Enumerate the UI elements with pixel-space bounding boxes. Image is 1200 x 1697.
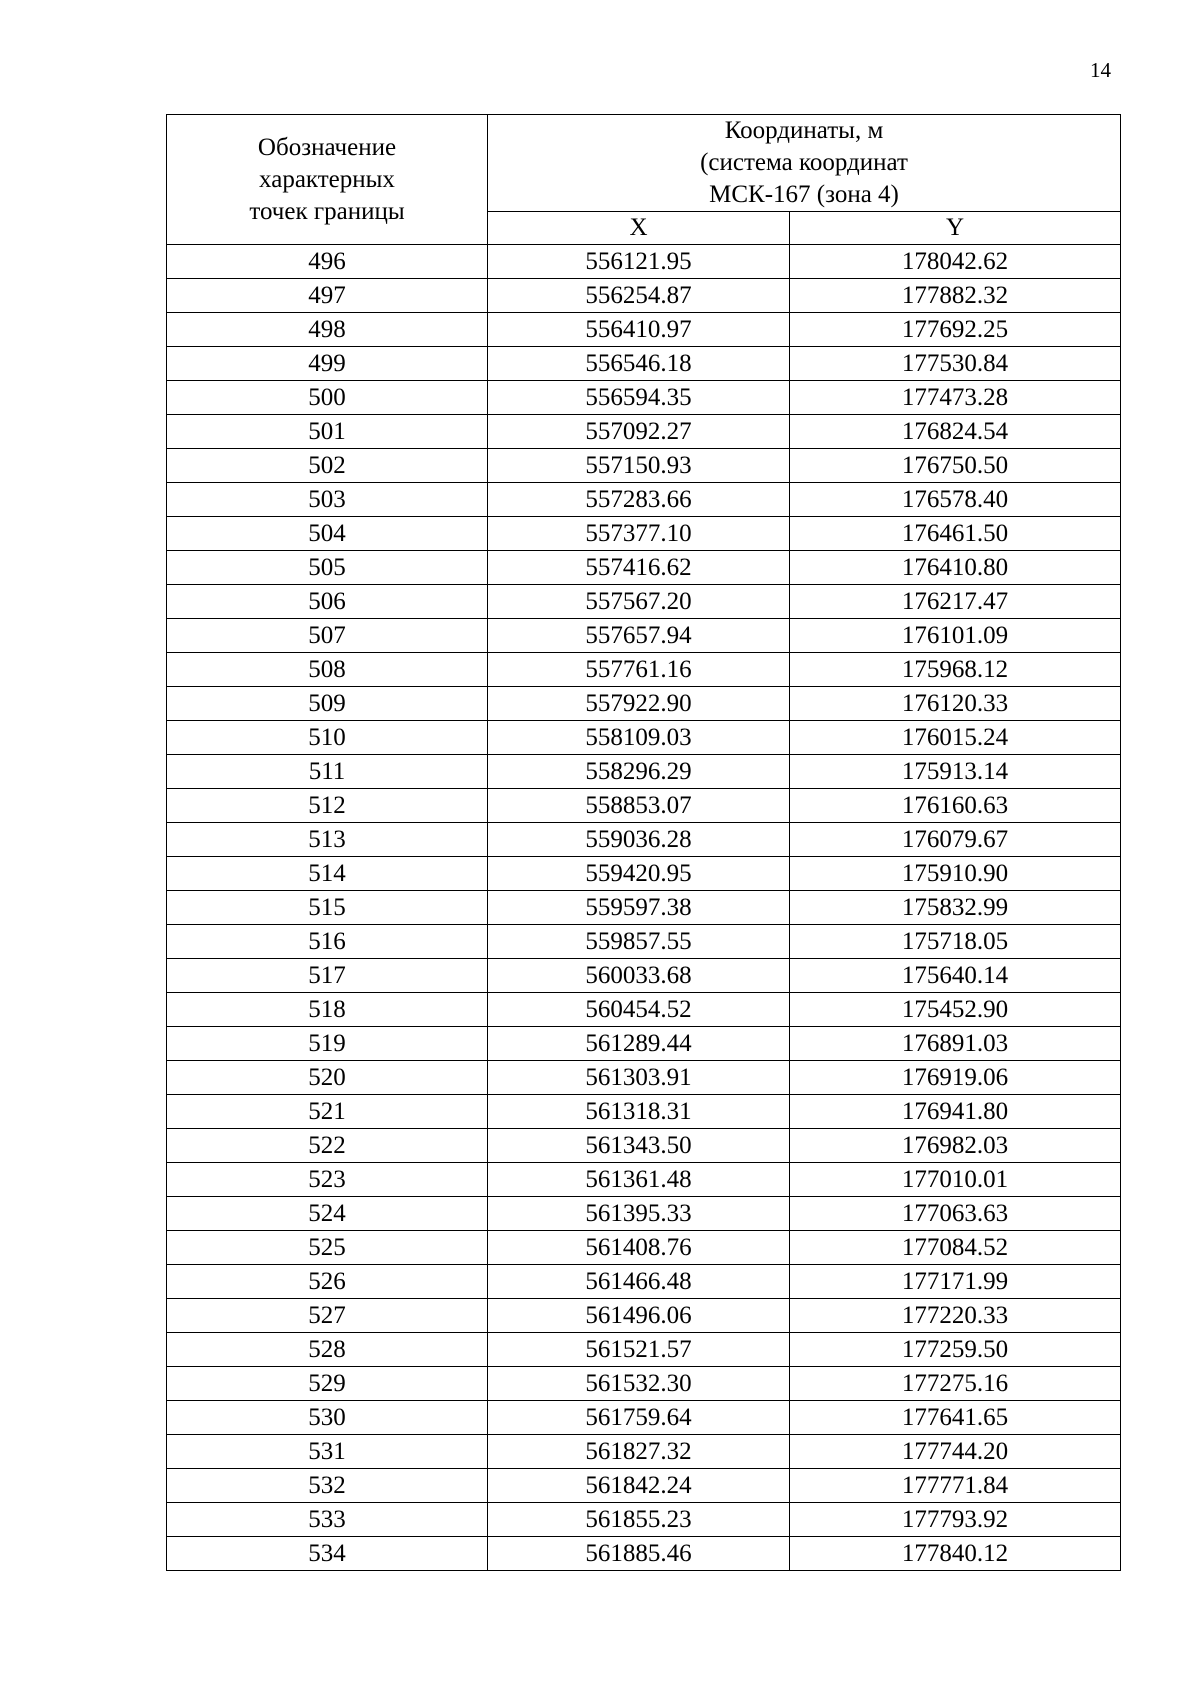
x-coordinate-cell: 556546.18 [488, 347, 790, 381]
x-coordinate-cell: 557761.16 [488, 653, 790, 687]
table-row [167, 585, 1121, 619]
table-row [167, 381, 1121, 415]
x-coordinate-cell: 560033.68 [488, 959, 790, 993]
table-row [167, 483, 1121, 517]
y-coordinate-cell: 177882.32 [790, 279, 1121, 313]
y-coordinate-cell: 176217.47 [790, 585, 1121, 619]
y-coordinate-cell: 175968.12 [790, 653, 1121, 687]
table-row [167, 1367, 1121, 1401]
table-row [167, 1163, 1121, 1197]
x-coordinate-cell: 556410.97 [488, 313, 790, 347]
point-cell: 506 [167, 585, 488, 619]
table-row [167, 1027, 1121, 1061]
table-row [167, 551, 1121, 585]
point-cell: 532 [167, 1469, 488, 1503]
coords-header-line-2: (система координат [700, 149, 908, 176]
x-coordinate-cell: 557416.62 [488, 551, 790, 585]
table-row [167, 1299, 1121, 1333]
x-coordinate-cell: 556594.35 [488, 381, 790, 415]
y-coordinate-cell: 177530.84 [790, 347, 1121, 381]
y-coordinate-cell: 175452.90 [790, 993, 1121, 1027]
table-row [167, 517, 1121, 551]
table-row [167, 1129, 1121, 1163]
x-coordinate-cell: 561289.44 [488, 1027, 790, 1061]
table-row [167, 1537, 1121, 1571]
x-coordinate-cell: 561885.46 [488, 1537, 790, 1571]
y-coordinate-cell: 176919.06 [790, 1061, 1121, 1095]
y-coordinate-cell: 175910.90 [790, 857, 1121, 891]
point-cell: 499 [167, 347, 488, 381]
x-coordinate-cell: 561466.48 [488, 1265, 790, 1299]
x-coordinate-cell: 561395.33 [488, 1197, 790, 1231]
y-coordinate-cell: 175640.14 [790, 959, 1121, 993]
coordinates-header [488, 115, 1121, 212]
x-coordinate-cell: 561827.32 [488, 1435, 790, 1469]
x-coordinate-cell: 557922.90 [488, 687, 790, 721]
table-header [167, 115, 1121, 245]
y-coordinate-cell: 177220.33 [790, 1299, 1121, 1333]
page-number: 14 [1090, 58, 1111, 82]
table-row [167, 415, 1121, 449]
table-row [167, 755, 1121, 789]
y-coordinate-cell: 178042.62 [790, 245, 1121, 279]
y-coordinate-cell: 177840.12 [790, 1537, 1121, 1571]
y-coordinate-cell: 176982.03 [790, 1129, 1121, 1163]
y-coordinate-cell: 177473.28 [790, 381, 1121, 415]
point-cell: 511 [167, 755, 488, 789]
x-coordinate-cell: 561343.50 [488, 1129, 790, 1163]
y-coordinate-cell: 176750.50 [790, 449, 1121, 483]
y-coordinate-cell: 176824.54 [790, 415, 1121, 449]
point-cell: 518 [167, 993, 488, 1027]
point-header-line-1: Обозначение [257, 133, 397, 161]
point-cell: 533 [167, 1503, 488, 1537]
x-coordinate-cell: 557377.10 [488, 517, 790, 551]
point-cell: 502 [167, 449, 488, 483]
point-cell: 497 [167, 279, 488, 313]
table-row [167, 1095, 1121, 1129]
y-coordinate-cell: 177641.65 [790, 1401, 1121, 1435]
table-row [167, 313, 1121, 347]
x-coordinate-cell: 558296.29 [488, 755, 790, 789]
point-cell: 525 [167, 1231, 488, 1265]
point-cell: 503 [167, 483, 488, 517]
coords-header-line-3: МСК-167 (зона 4) [709, 181, 899, 208]
table-row [167, 619, 1121, 653]
y-coordinate-cell: 177744.20 [790, 1435, 1121, 1469]
y-coordinate-cell: 176079.67 [790, 823, 1121, 857]
y-coordinate-cell: 176410.80 [790, 551, 1121, 585]
point-cell: 505 [167, 551, 488, 585]
y-coordinate-cell: 175718.05 [790, 925, 1121, 959]
point-cell: 528 [167, 1333, 488, 1367]
table-row [167, 1401, 1121, 1435]
table-row [167, 721, 1121, 755]
y-coordinate-cell: 176120.33 [790, 687, 1121, 721]
y-coordinate-cell: 176101.09 [790, 619, 1121, 653]
point-cell: 504 [167, 517, 488, 551]
table-row [167, 959, 1121, 993]
x-coordinate-cell: 556121.95 [488, 245, 790, 279]
x-coordinate-cell: 557567.20 [488, 585, 790, 619]
y-coordinate-cell: 177692.25 [790, 313, 1121, 347]
table-row [167, 449, 1121, 483]
table-row [167, 347, 1121, 381]
x-coordinate-cell: 561842.24 [488, 1469, 790, 1503]
x-coordinate-cell: 559857.55 [488, 925, 790, 959]
x-coordinate-cell: 560454.52 [488, 993, 790, 1027]
table-row [167, 653, 1121, 687]
table-row [167, 789, 1121, 823]
x-coordinate-cell: 561408.76 [488, 1231, 790, 1265]
point-cell: 517 [167, 959, 488, 993]
point-cell: 513 [167, 823, 488, 857]
point-cell: 529 [167, 1367, 488, 1401]
point-cell: 514 [167, 857, 488, 891]
table-row [167, 1469, 1121, 1503]
y-coordinate-cell: 177793.92 [790, 1503, 1121, 1537]
table-row [167, 1435, 1121, 1469]
y-column-header: Y [790, 212, 1121, 245]
y-coordinate-cell: 176578.40 [790, 483, 1121, 517]
table-row [167, 1231, 1121, 1265]
y-coordinate-cell: 177084.52 [790, 1231, 1121, 1265]
y-coordinate-cell: 175913.14 [790, 755, 1121, 789]
x-column-header: X [488, 212, 790, 245]
y-coordinate-cell: 175832.99 [790, 891, 1121, 925]
point-cell: 509 [167, 687, 488, 721]
table-row [167, 1061, 1121, 1095]
table-row [167, 245, 1121, 279]
x-coordinate-cell: 558853.07 [488, 789, 790, 823]
y-coordinate-cell: 176891.03 [790, 1027, 1121, 1061]
point-cell: 501 [167, 415, 488, 449]
point-header-line-3: точек границы [249, 197, 405, 225]
point-cell: 512 [167, 789, 488, 823]
y-coordinate-cell: 177063.63 [790, 1197, 1121, 1231]
point-cell: 530 [167, 1401, 488, 1435]
x-coordinate-cell: 558109.03 [488, 721, 790, 755]
table-row [167, 891, 1121, 925]
x-coordinate-cell: 559597.38 [488, 891, 790, 925]
point-cell: 521 [167, 1095, 488, 1129]
table-row [167, 823, 1121, 857]
table-row [167, 1503, 1121, 1537]
y-coordinate-cell: 177771.84 [790, 1469, 1121, 1503]
point-cell: 523 [167, 1163, 488, 1197]
point-cell: 519 [167, 1027, 488, 1061]
point-cell: 524 [167, 1197, 488, 1231]
x-coordinate-cell: 557150.93 [488, 449, 790, 483]
table-row [167, 857, 1121, 891]
point-cell: 510 [167, 721, 488, 755]
x-coordinate-cell: 559036.28 [488, 823, 790, 857]
y-coordinate-cell: 176461.50 [790, 517, 1121, 551]
table-body [167, 245, 1121, 1571]
table-row [167, 1197, 1121, 1231]
x-coordinate-cell: 561303.91 [488, 1061, 790, 1095]
y-coordinate-cell: 177259.50 [790, 1333, 1121, 1367]
point-cell: 508 [167, 653, 488, 687]
y-coordinate-cell: 176015.24 [790, 721, 1121, 755]
table-row [167, 279, 1121, 313]
coords-header-line-1: Координаты, м [724, 117, 884, 144]
point-cell: 520 [167, 1061, 488, 1095]
point-cell: 500 [167, 381, 488, 415]
x-coordinate-cell: 557657.94 [488, 619, 790, 653]
point-cell: 527 [167, 1299, 488, 1333]
point-cell: 531 [167, 1435, 488, 1469]
y-coordinate-cell: 176941.80 [790, 1095, 1121, 1129]
point-designation-header [167, 115, 488, 245]
table-row [167, 925, 1121, 959]
x-coordinate-cell: 561361.48 [488, 1163, 790, 1197]
y-coordinate-cell: 177275.16 [790, 1367, 1121, 1401]
point-cell: 498 [167, 313, 488, 347]
point-header-line-2: характерных [259, 165, 395, 193]
x-coordinate-cell: 557283.66 [488, 483, 790, 517]
table-row [167, 1265, 1121, 1299]
x-coordinate-cell: 561521.57 [488, 1333, 790, 1367]
point-cell: 526 [167, 1265, 488, 1299]
point-cell: 522 [167, 1129, 488, 1163]
point-cell: 515 [167, 891, 488, 925]
y-coordinate-cell: 177171.99 [790, 1265, 1121, 1299]
coordinates-table [166, 114, 1121, 1571]
point-cell: 496 [167, 245, 488, 279]
x-coordinate-cell: 561496.06 [488, 1299, 790, 1333]
point-cell: 516 [167, 925, 488, 959]
x-coordinate-cell: 556254.87 [488, 279, 790, 313]
x-coordinate-cell: 561532.30 [488, 1367, 790, 1401]
x-coordinate-cell: 559420.95 [488, 857, 790, 891]
x-coordinate-cell: 561318.31 [488, 1095, 790, 1129]
header-row [167, 115, 1121, 212]
point-cell: 534 [167, 1537, 488, 1571]
table-row [167, 687, 1121, 721]
table-row [167, 1333, 1121, 1367]
x-coordinate-cell: 561855.23 [488, 1503, 790, 1537]
point-cell: 507 [167, 619, 488, 653]
table-row [167, 993, 1121, 1027]
y-coordinate-cell: 177010.01 [790, 1163, 1121, 1197]
x-coordinate-cell: 557092.27 [488, 415, 790, 449]
x-coordinate-cell: 561759.64 [488, 1401, 790, 1435]
y-coordinate-cell: 176160.63 [790, 789, 1121, 823]
